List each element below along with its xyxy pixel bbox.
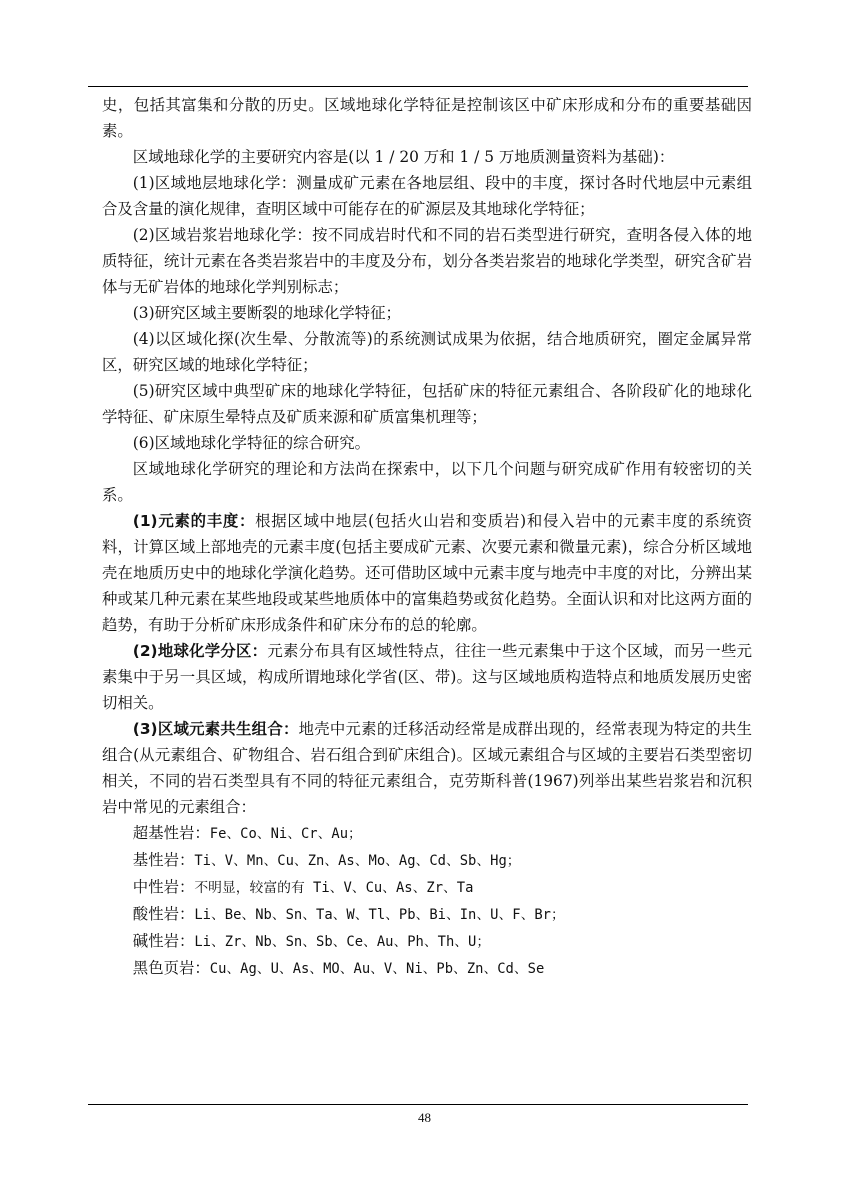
rock-type-label: 基性岩： — [132, 851, 195, 869]
list-item — [102, 901, 752, 928]
list-item — [102, 955, 752, 982]
list-item-faults: (3)研究区域主要断裂的地球化学特征； — [132, 304, 401, 322]
section-abundance — [102, 508, 752, 638]
list-item — [102, 874, 752, 901]
list-item — [102, 820, 752, 847]
list-item-strata: (1)区域地层地球化学：测量成矿元素在各地层组、段中的丰度，探讨各时代地层中元素组合及含量的演化规律，查明区域中可能存在的矿源层及其地球化学特征； — [102, 174, 752, 218]
element-values: Ti、V、Mn、Cu、Zn、As、Mo、Ag、Cd、Sb、Hg； — [194, 853, 521, 869]
paragraph-intro: 史，包括其富集和分散的历史。区域地球化学特征是控制该区中矿床形成和分布的重要基础因素。 — [102, 96, 752, 140]
element-values: Li、Zr、Nb、Sn、Sb、Ce、Au、Ph、Th、U； — [194, 934, 491, 950]
list-item-geochem-survey: (4)以区域化探(次生晕、分散流等)的系统测试成果为依据，结合地质研究，圈定金属异常区，研究区域的地球化学特征； — [102, 330, 752, 374]
header-rule — [88, 86, 748, 87]
element-association-list — [102, 820, 752, 982]
rock-type-label: 酸性岩： — [132, 905, 195, 923]
section-association — [102, 716, 752, 820]
footer-rule — [88, 1104, 748, 1105]
rock-type-label: 碱性岩： — [132, 932, 195, 950]
paragraph-main-research: 区域地球化学的主要研究内容是(以 1 / 20 万和 1 / 5 万地质测量资料为基础)： — [132, 148, 675, 166]
page-body — [102, 92, 752, 982]
section-heading: (3)区域元素共生组合： — [132, 720, 299, 738]
rock-type-label: 黑色页岩： — [132, 959, 210, 977]
rock-type-label: 中性岩： — [132, 878, 195, 896]
section-body: 元素分布具有区域性特点，往往一些元素集中于这个区域，而另一些元素集中于另一具区域，构成所谓地球化学省(区、带)。这与区域地质构造特点和地质发展历史密切相关。 — [102, 642, 752, 712]
list-item — [102, 928, 752, 955]
list-item-synthesis: (6)区域地球化学特征的综合研究。 — [132, 434, 371, 452]
list-item — [102, 847, 752, 874]
page-number: 48 — [418, 1110, 431, 1125]
list-item-typical-deposits: (5)研究区域中典型矿床的地球化学特征，包括矿床的特征元素组合、各阶段矿化的地球化学特征、矿床原生晕特点及矿质来源和矿质富集机理等； — [102, 382, 752, 426]
element-values: Li、Be、Nb、Sn、Ta、W、Tl、Pb、Bi、In、U、F、Br； — [194, 907, 565, 923]
section-zoning — [102, 638, 752, 716]
list-item-magmatic: (2)区域岩浆岩地球化学：按不同成岩时代和不同的岩石类型进行研究，查明各侵入体的地质特征，统计元素在各类岩浆岩中的丰度及分布，划分各类岩浆岩的地球化学类型，研究含矿岩体与无矿岩体的地球化学判别标志； — [102, 226, 752, 296]
section-body: 根据区域中地层(包括火山岩和变质岩)和侵入岩中的元素丰度的系统资料，计算区域上部地壳的元素丰度(包括主要成矿元素、次要元素和微量元素)，综合分析区域地壳在地质历史中的地球化学演化趋势。还可借助区域中元素丰度与地壳中丰度的对比，分辨出某种或某几种元素在某些地段或某些地质体中的富集趋势或贫化趋势。全面认识和对比这两方面的趋势，有助于分析矿床形成条件和矿床分布的总的轮廓。 — [102, 512, 752, 634]
element-values: Cu、Ag、U、As、MO、Au、V、Ni、Pb、Zn、Cd、Se — [209, 961, 545, 977]
section-body: 地壳中元素的迁移活动经常是成群出现的，经常表现为特定的共生组合(从元素组合、矿物组合、岩石组合到矿床组合)。区域元素组合与区域的主要岩石类型密切相关，不同的岩石类型具有不同的特征元素组合，克劳斯科普(1967)列举出某些岩浆岩和沉积岩中常见的元素组合： — [102, 720, 752, 816]
paragraph-transition: 区域地球化学研究的理论和方法尚在探索中，以下几个问题与研究成矿作用有较密切的关系。 — [102, 460, 752, 504]
section-heading: (2)地球化学分区： — [132, 642, 268, 660]
element-values: 不明显，较富的有 Ti、V、Cu、As、Zr、Ta — [194, 880, 474, 896]
section-heading: (1)元素的丰度： — [132, 512, 256, 530]
element-values: Fe、Co、Ni、Cr、Au； — [209, 826, 362, 842]
rock-type-label: 超基性岩： — [132, 824, 210, 842]
